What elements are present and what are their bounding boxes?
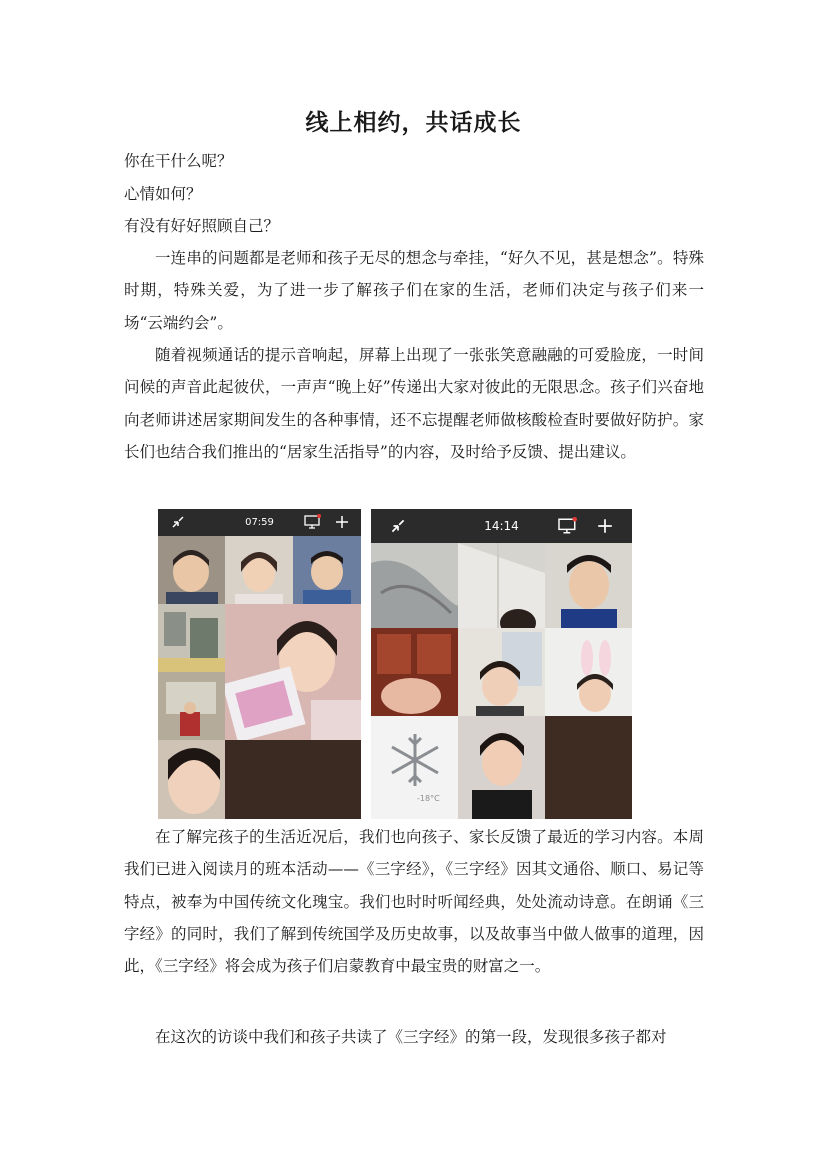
video-tile: [158, 740, 225, 819]
question-2: 心情如何？: [124, 185, 202, 203]
page-title: 线上相约，共话成长: [305, 109, 522, 136]
video-tile: [458, 716, 545, 819]
plus-icon: [596, 517, 614, 538]
video-tile: [458, 543, 545, 628]
weather-temperature: -18°C: [417, 794, 440, 803]
video-tile-main: [225, 604, 361, 740]
video-tile: [545, 628, 632, 716]
video-tile: [293, 536, 361, 604]
video-tile: [158, 604, 225, 672]
video-tile: [371, 543, 458, 628]
paragraph-2: 随着视频通话的提示音响起，屏幕上出现了一张张笑意融融的可爱脸庞，一时间问候的声音此起彼伏，一声声“晚上好”传递出大家对彼此的无限思念。孩子们兴奋地向老师讲述居家期间发生的各种事情，还不忘提醒老师做核酸检查时要做好防护。家长们也结合我们推出的“居家生活指导”的内容，及时给予反馈、提出建议。: [124, 346, 704, 461]
video-tile: [371, 628, 458, 716]
paragraph-3: 在了解完孩子的生活近况后，我们也向孩子、家长反馈了最近的学习内容。本周我们已进入阅读月的班本活动——《三字经》，《三字经》因其文通俗、顺口、易记等特点，被奉为中国传统文化瑰宝。我们也时时听闻经典，处处流动诗意。在朗诵《三字经》的同时，我们了解到传统国学及历史故事，以及故事当中做人做事的道理，因此，《三字经》将会成为孩子们启蒙教育中最宝贵的财富之一。: [124, 828, 704, 976]
call-time: 14:14: [484, 519, 519, 533]
screen-share-icon: [557, 517, 579, 538]
paragraph-4: 在这次的访谈中我们和孩子共读了《三字经》的第一段，发现很多孩子都对: [155, 1028, 667, 1046]
screen-share-icon: [304, 514, 322, 533]
call-time: 07:59: [245, 517, 274, 528]
video-tile: [458, 628, 545, 716]
video-tile: [225, 536, 293, 604]
video-call-screenshot-right: [371, 509, 632, 819]
call-status-bar: [371, 509, 632, 543]
plus-icon: [334, 514, 350, 533]
video-tile-empty: [225, 740, 361, 819]
question-1: 你在干什么呢？: [124, 152, 233, 170]
video-tile: [158, 672, 225, 740]
video-tile: [158, 536, 225, 604]
paragraph-1: 一连串的问题都是老师和孩子无尽的想念与牵挂，“好久不见，甚是想念”。特殊时期，特殊关爱，为了进一步了解孩子们在家的生活，老师们决定与孩子们来一场“云端约会”。: [124, 249, 704, 332]
video-tile: [545, 543, 632, 628]
question-3: 有没有好好照顾自己？: [124, 217, 280, 235]
video-call-screenshot-left: [158, 509, 361, 819]
video-tile-empty: [545, 716, 632, 819]
video-tile-weather: [371, 716, 458, 819]
call-status-bar: [158, 509, 361, 536]
snowflake-icon: [385, 730, 445, 790]
